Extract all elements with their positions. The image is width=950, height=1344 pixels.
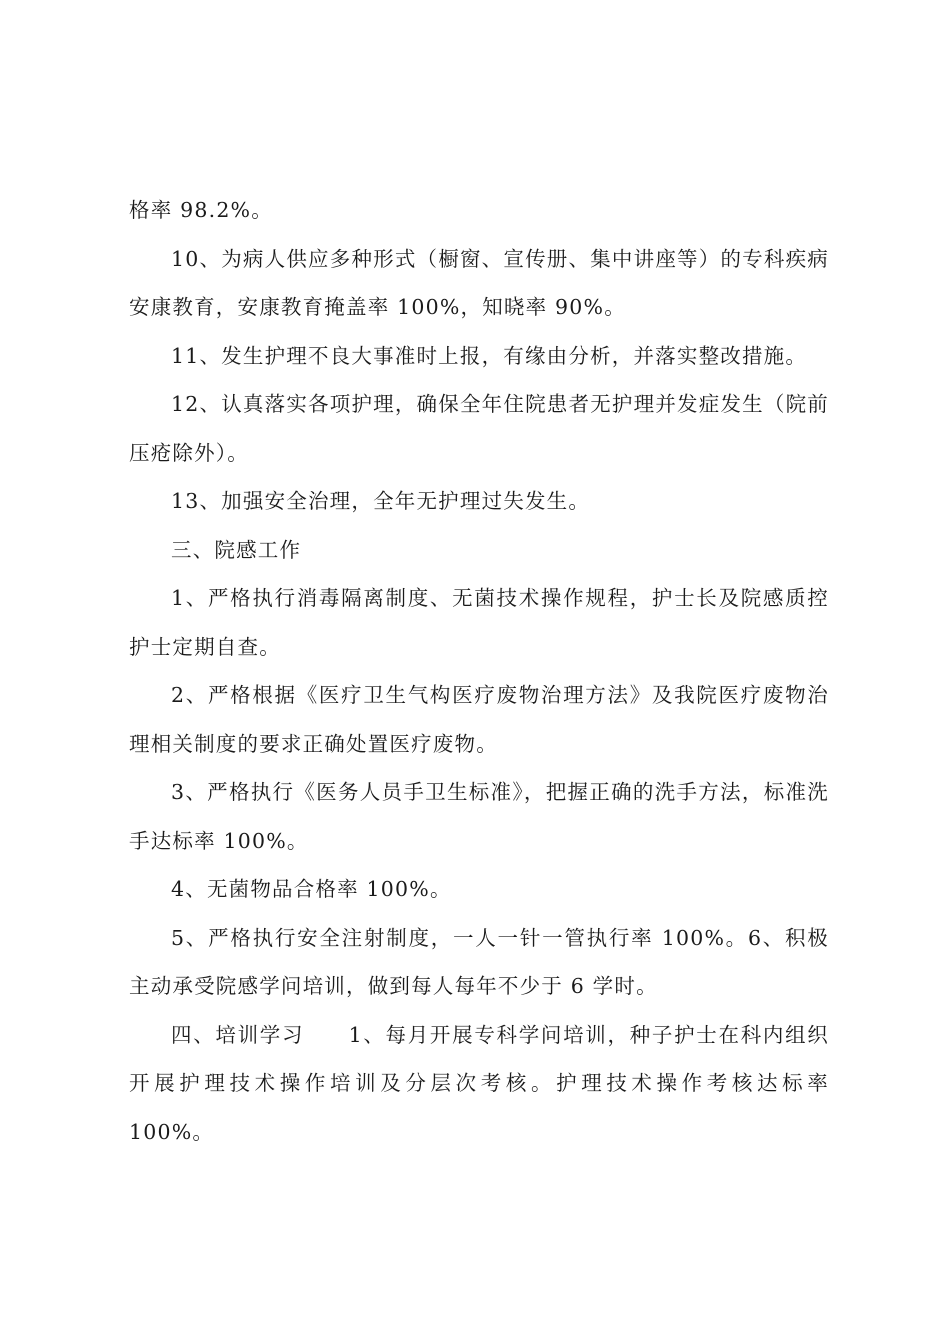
section-heading-training: 四、培训学习 1、每月开展专科学问培训，种子护士在科内组织开展护理技术操作培训及分层次考核。护理技术操作考核达标率 100%。 — [129, 1022, 829, 1144]
paragraph-infection-4: 4、无菌物品合格率 100%。 — [171, 877, 452, 901]
paragraph-continuation: 格率 98.2%。 — [129, 198, 273, 222]
paragraph-infection-2: 2、严格根据《医疗卫生气构医疗废物治理方法》及我院医疗废物治理相关制度的要求正确处置医疗废物。 — [129, 683, 829, 756]
paragraph-item-13: 13、加强安全治理，全年无护理过失发生。 — [171, 489, 591, 513]
paragraph-item-12: 12、认真落实各项护理，确保全年住院患者无护理并发症发生（院前压疮除外）。 — [129, 392, 829, 465]
paragraph-item-10: 10、为病人供应多种形式（橱窗、宣传册、集中讲座等）的专科疾病安康教育，安康教育掩盖率 100%，知晓率 90%。 — [129, 246, 829, 319]
document-body — [129, 186, 829, 1156]
paragraph-item-11: 11、发生护理不良大事准时上报，有缘由分析，并落实整改措施。 — [171, 343, 808, 368]
section-heading-infection-control: 三、院感工作 — [171, 537, 302, 562]
paragraph-infection-1: 1、严格执行消毒隔离制度、无菌技术操作规程，护士长及院感质控护士定期自查。 — [129, 586, 829, 659]
paragraph-infection-5-6: 5、严格执行安全注射制度，一人一针一管执行率 100%。6、积极主动承受院感学问培训，做到每人每年不少于 6 学时。 — [129, 925, 829, 998]
paragraph-infection-3: 3、严格执行《医务人员手卫生标准》，把握正确的洗手方法，标准洗手达标率 100%。 — [129, 780, 829, 853]
